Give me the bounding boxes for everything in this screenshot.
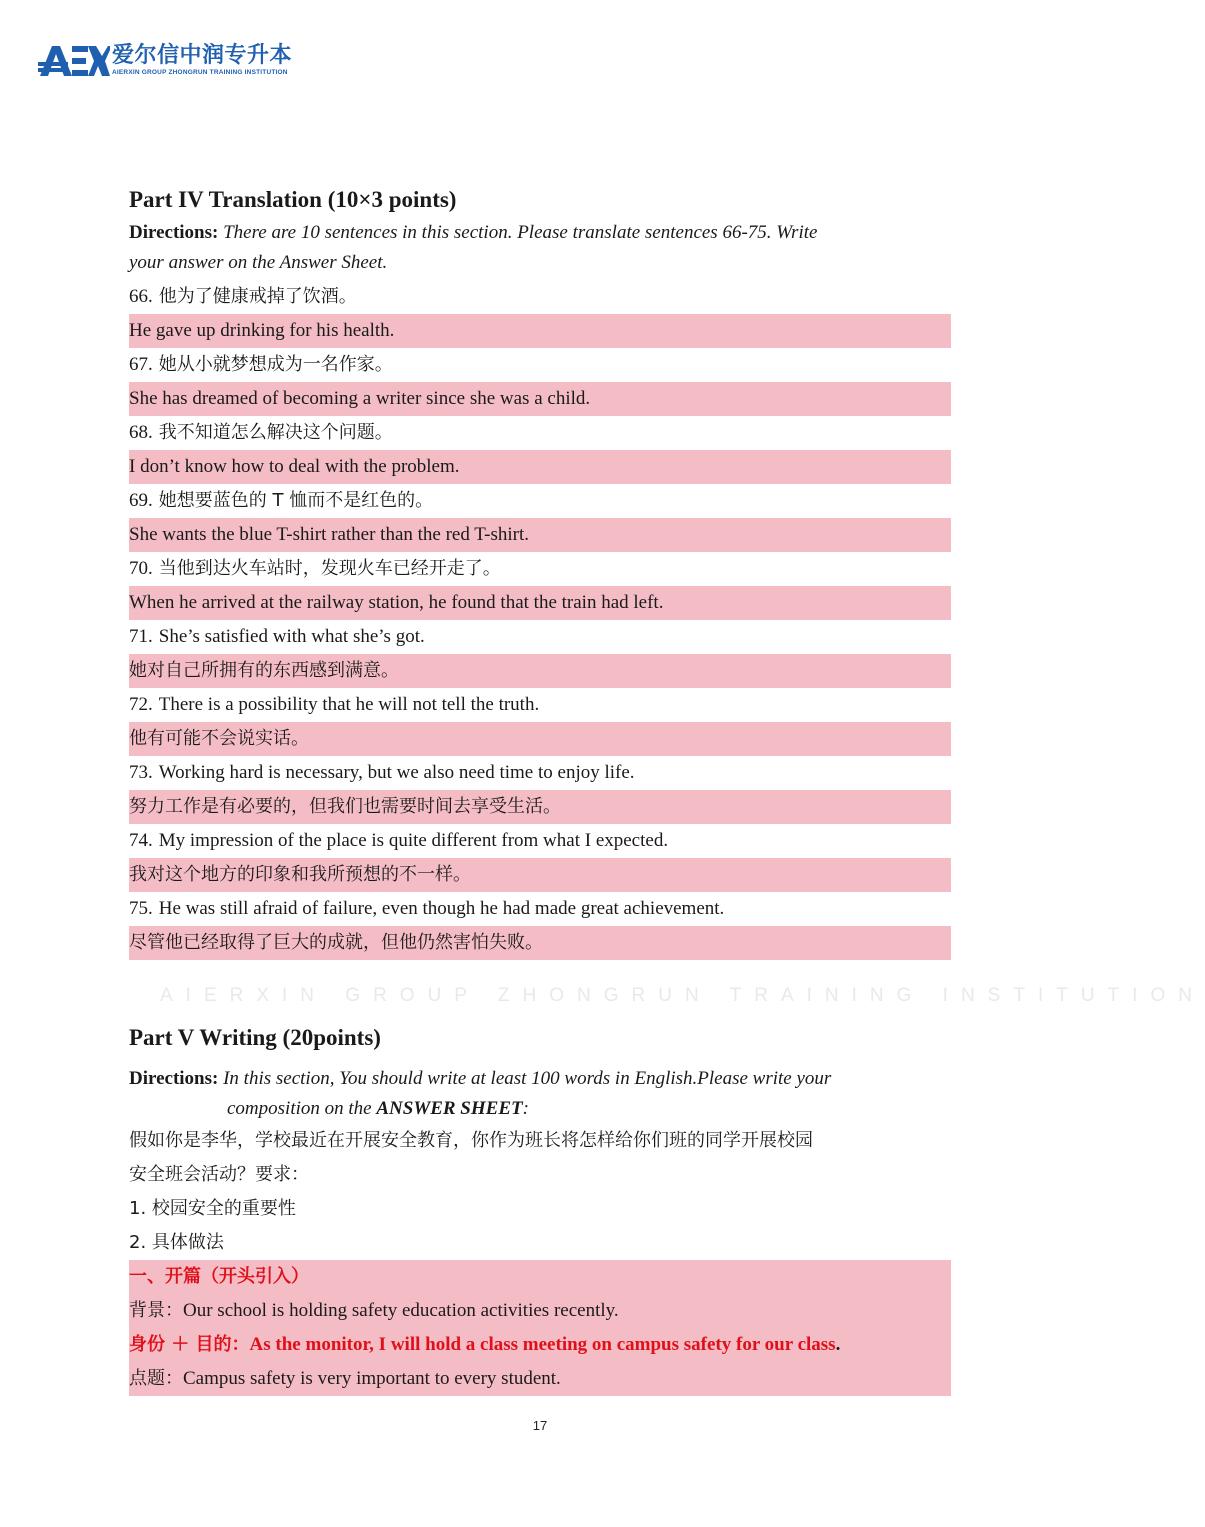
watermark-text: AIERXIN GROUP ZHONGRUN TRAINING INSTITUTION bbox=[160, 985, 1205, 1006]
identity-purpose-line: 身份 ＋ 目的：As the monitor, I will hold a class meeting on campus safety for our class. bbox=[129, 1334, 841, 1355]
logo-chinese-name: 爱尔信中润专升本 bbox=[112, 43, 293, 68]
requirement-1: 1. 校园安全的重要性 bbox=[129, 1198, 296, 1219]
question-67: 67. 她从小就梦想成为一名作家。 bbox=[129, 354, 393, 375]
part4-title: Part IV Translation (10×3 points) bbox=[129, 187, 457, 212]
page-number: 17 bbox=[532, 1418, 548, 1433]
answer-67: She has dreamed of becoming a writer since she was a child. bbox=[129, 382, 951, 416]
answer-sheet-emphasis: ANSWER SHEET bbox=[376, 1098, 523, 1119]
answer-73: 努力工作是有必要的，但我们也需要时间去享受生活。 bbox=[129, 790, 951, 824]
part4-directions-text-1: There are 10 sentences in this section. Please translate sentences 66-75. Write bbox=[223, 222, 818, 243]
answer-70: When he arrived at the railway station, he found that the train had left. bbox=[129, 586, 951, 620]
logo-text bbox=[112, 44, 292, 76]
logo-english-name: AIERXIN GROUP ZHONGRUN TRAINING INSTITUTION bbox=[112, 69, 288, 76]
part4-directions-label: Directions: bbox=[129, 222, 219, 243]
question-66: 66. 他为了健康戒掉了饮酒。 bbox=[129, 286, 357, 307]
section-heading-opening: 一、开篇（开头引入） bbox=[129, 1266, 309, 1287]
header-logo bbox=[38, 44, 292, 84]
question-74: 74. My impression of the place is quite different from what I expected. bbox=[129, 830, 669, 851]
answer-66: He gave up drinking for his health. bbox=[129, 314, 951, 348]
answer-72: 他有可能不会说实话。 bbox=[129, 722, 951, 756]
part5-directions-label: Directions: bbox=[129, 1068, 219, 1089]
question-75: 75. He was still afraid of failure, even though he had made great achievement. bbox=[129, 898, 725, 919]
question-69: 69. 她想要蓝色的 T 恤而不是红色的。 bbox=[129, 490, 434, 511]
writing-prompt-line-1: 假如你是李华，学校最近在开展安全教育，你作为班长将怎样给你们班的同学开展校园 bbox=[129, 1130, 813, 1151]
topic-line: 点题：Campus safety is very important to every student. bbox=[129, 1368, 561, 1389]
part5-directions-text-1: In this section, You should write at least 100 words in English.Please write your bbox=[223, 1068, 832, 1089]
part5-directions: Directions: In this section, You should write at least 100 words in English.Please write your composition on the ANSWER SHEET: bbox=[129, 1068, 832, 1119]
writing-prompt-line-2: 安全班会活动？要求： bbox=[129, 1164, 309, 1185]
answer-68: I don’t know how to deal with the problem. bbox=[129, 450, 951, 484]
writing-outline-block bbox=[129, 1260, 951, 1396]
aex-logo-icon bbox=[38, 44, 110, 78]
answer-75: 尽管他已经取得了巨大的成就，但他仍然害怕失败。 bbox=[129, 926, 951, 960]
answer-69: She wants the blue T-shirt rather than the red T-shirt. bbox=[129, 518, 951, 552]
question-73: 73. Working hard is necessary, but we also need time to enjoy life. bbox=[129, 762, 635, 783]
part4-directions-text-2: your answer on the Answer Sheet. bbox=[129, 252, 388, 273]
answer-74: 我对这个地方的印象和我所预想的不一样。 bbox=[129, 858, 951, 892]
question-70: 70. 当他到达火车站时，发现火车已经开走了。 bbox=[129, 558, 501, 579]
part5-title: Part V Writing (20points) bbox=[129, 1025, 381, 1050]
question-72: 72. There is a possibility that he will not tell the truth. bbox=[129, 694, 540, 715]
requirement-2: 2. 具体做法 bbox=[129, 1232, 224, 1253]
question-71: 71. She’s satisfied with what she’s got. bbox=[129, 626, 425, 647]
answer-71: 她对自己所拥有的东西感到满意。 bbox=[129, 654, 951, 688]
background-line: 背景：Our school is holding safety education activities recently. bbox=[129, 1300, 619, 1321]
question-68: 68. 我不知道怎么解决这个问题。 bbox=[129, 422, 393, 443]
part4-directions bbox=[129, 218, 929, 278]
